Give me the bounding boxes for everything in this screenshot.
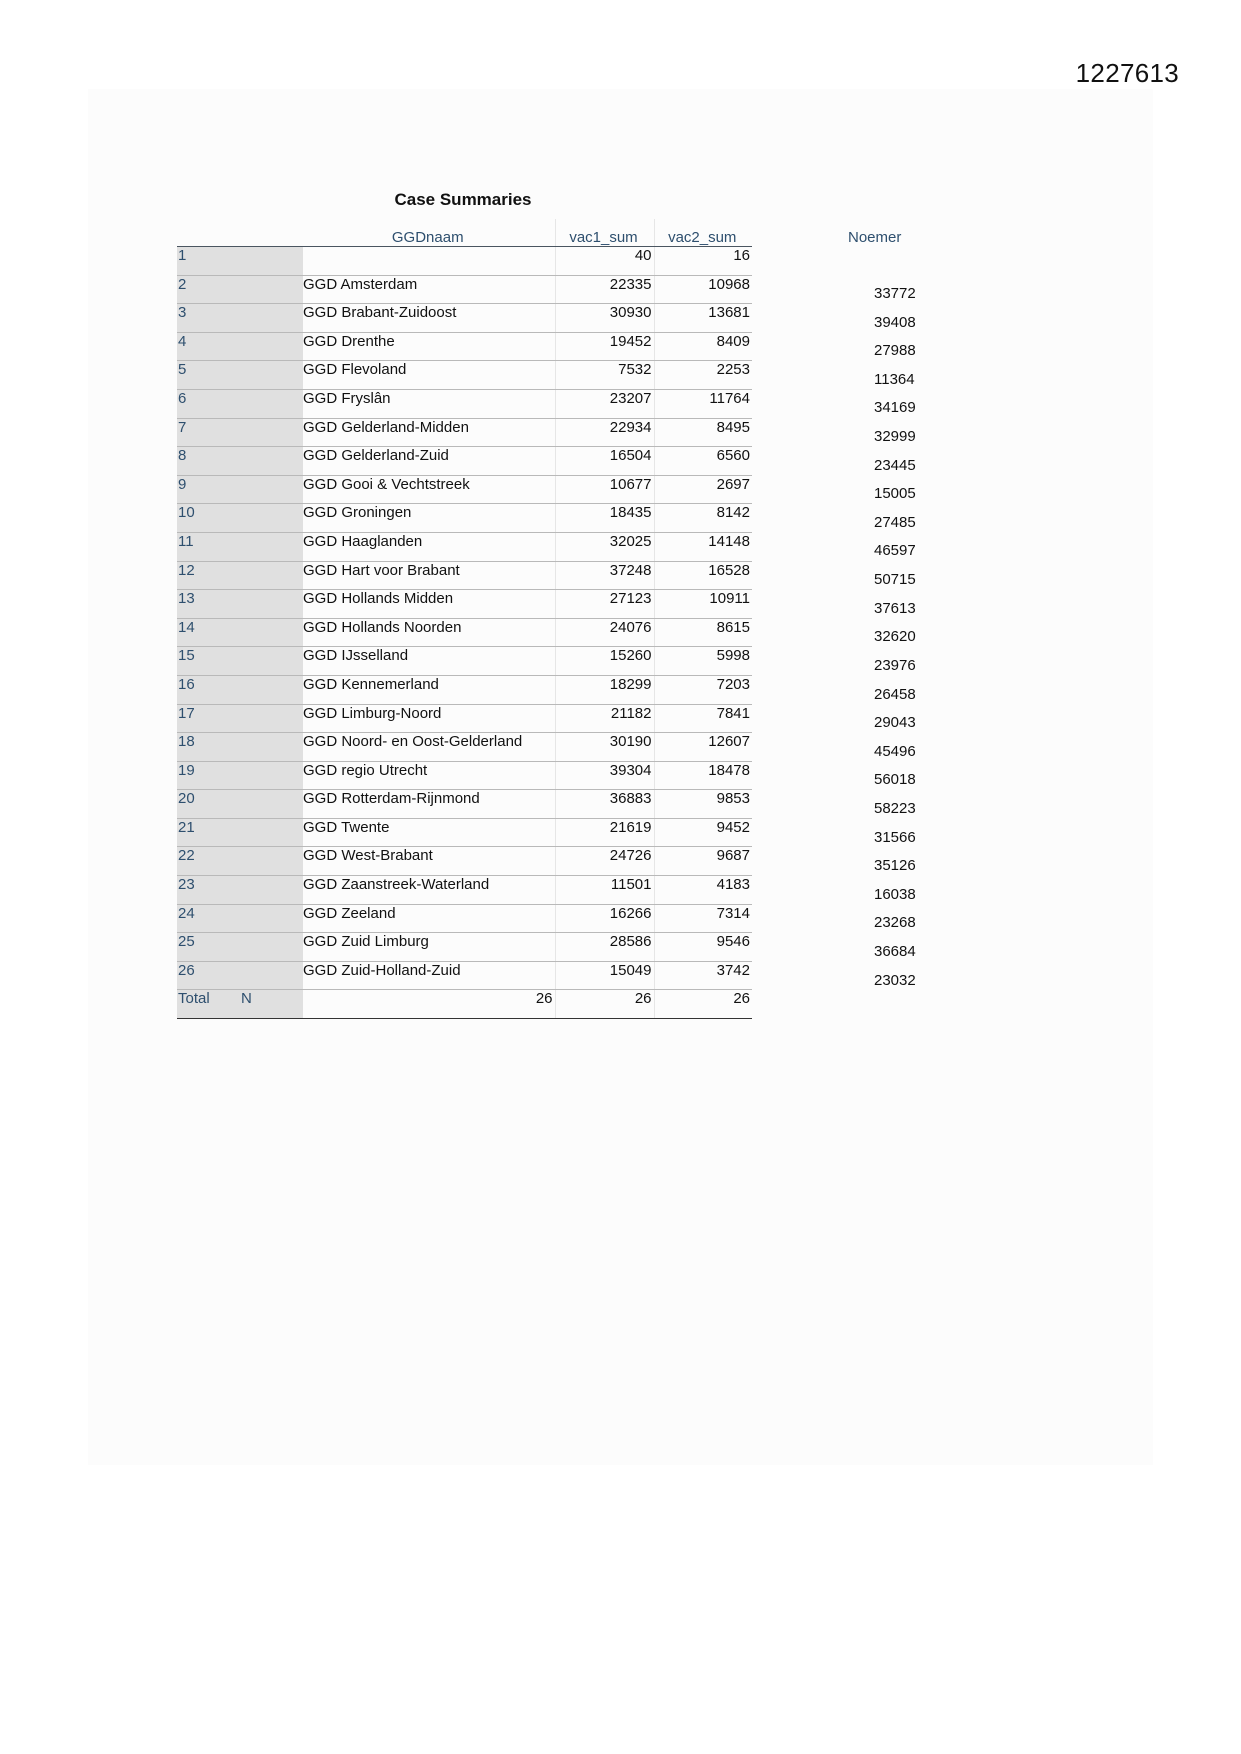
vac2-sum-cell: 4183 [654, 876, 752, 905]
total-label-cell [177, 990, 303, 1019]
row-label: 2 [177, 275, 303, 304]
row-label: 13 [177, 590, 303, 619]
row-label: 16 [177, 675, 303, 704]
total-row [177, 990, 752, 1019]
vac1-sum-cell: 21619 [555, 818, 654, 847]
row-label: 7 [177, 418, 303, 447]
table-row [177, 504, 752, 533]
row-label: 6 [177, 389, 303, 418]
row-label: 8 [177, 447, 303, 476]
vac1-sum-cell: 15260 [555, 647, 654, 676]
vac1-sum-cell: 36883 [555, 790, 654, 819]
row-label: 1 [177, 247, 303, 276]
ggd-name-cell [303, 247, 555, 276]
vac1-sum-cell: 24076 [555, 618, 654, 647]
vac1-sum-cell: 10677 [555, 475, 654, 504]
vac2-sum-cell: 14148 [654, 532, 752, 561]
vac1-sum-cell: 24726 [555, 847, 654, 876]
vac1-sum-cell: 32025 [555, 532, 654, 561]
noemer-value: 27988 [874, 342, 916, 360]
vac2-sum-cell: 8495 [654, 418, 752, 447]
ggd-name-cell: GGD Haaglanden [303, 532, 555, 561]
table-row [177, 618, 752, 647]
vac2-sum-cell: 8615 [654, 618, 752, 647]
table-row [177, 247, 752, 276]
vac1-sum-cell: 11501 [555, 876, 654, 905]
table-row [177, 418, 752, 447]
table-row [177, 933, 752, 962]
row-label: 18 [177, 733, 303, 762]
total-vac1-count: 26 [555, 990, 654, 1019]
table-row [177, 675, 752, 704]
vac1-sum-cell: 21182 [555, 704, 654, 733]
vac2-sum-cell: 9687 [654, 847, 752, 876]
noemer-value: 39408 [874, 313, 916, 331]
ggd-name-cell: GGD Noord- en Oost-Gelderland [303, 733, 555, 762]
vac1-sum-cell: 22335 [555, 275, 654, 304]
vac2-sum-cell: 10911 [654, 590, 752, 619]
vac2-sum-cell: 13681 [654, 304, 752, 333]
vac1-sum-cell: 37248 [555, 561, 654, 590]
ggd-name-cell: GGD Hollands Midden [303, 590, 555, 619]
row-label: 17 [177, 704, 303, 733]
vac2-sum-cell: 7841 [654, 704, 752, 733]
ggd-name-cell: GGD Gelderland-Zuid [303, 447, 555, 476]
vac1-sum-cell: 39304 [555, 761, 654, 790]
ggd-name-cell: GGD Twente [303, 818, 555, 847]
row-label: 12 [177, 561, 303, 590]
table-row [177, 361, 752, 390]
noemer-value: 46597 [874, 542, 916, 560]
noemer-value: 23445 [874, 456, 916, 474]
vac1-sum-cell: 16266 [555, 904, 654, 933]
row-label: 23 [177, 876, 303, 905]
ggd-name-cell: GGD Gooi & Vechtstreek [303, 475, 555, 504]
noemer-value: 16038 [874, 885, 916, 903]
vac2-sum-cell: 16 [654, 247, 752, 276]
table-row [177, 818, 752, 847]
ggd-name-cell: GGD West-Brabant [303, 847, 555, 876]
row-label: 10 [177, 504, 303, 533]
table-header-row [177, 219, 752, 247]
total-sublabel: N [241, 990, 252, 1008]
table-row [177, 904, 752, 933]
ggd-name-cell: GGD Hart voor Brabant [303, 561, 555, 590]
document-id: 1227613 [1075, 58, 1179, 88]
ggd-name-cell: GGD Gelderland-Midden [303, 418, 555, 447]
noemer-value: 56018 [874, 771, 916, 789]
vac1-sum-cell: 7532 [555, 361, 654, 390]
noemer-value: 23032 [874, 971, 916, 989]
noemer-value: 26458 [874, 685, 916, 703]
noemer-value: 33772 [874, 285, 916, 302]
vac2-sum-cell: 3742 [654, 961, 752, 990]
table-row [177, 704, 752, 733]
total-vac2-count: 26 [654, 990, 752, 1019]
vac2-sum-cell: 6560 [654, 447, 752, 476]
vac2-sum-cell: 9853 [654, 790, 752, 819]
vac1-sum-cell: 40 [555, 247, 654, 276]
ggd-name-cell: GGD Zeeland [303, 904, 555, 933]
noemer-value: 34169 [874, 399, 916, 417]
row-label: 22 [177, 847, 303, 876]
vac2-sum-cell: 10968 [654, 275, 752, 304]
row-label: 21 [177, 818, 303, 847]
ggd-name-cell: GGD Fryslân [303, 389, 555, 418]
vac1-sum-cell: 16504 [555, 447, 654, 476]
vac2-sum-cell: 5998 [654, 647, 752, 676]
vac2-sum-cell: 11764 [654, 389, 752, 418]
row-label: 3 [177, 304, 303, 333]
table-row [177, 532, 752, 561]
vac2-sum-cell: 2253 [654, 361, 752, 390]
ggd-name-cell: GGD IJsselland [303, 647, 555, 676]
table-row [177, 733, 752, 762]
vac2-sum-cell: 16528 [654, 561, 752, 590]
noemer-value: 37613 [874, 599, 916, 617]
row-label: 5 [177, 361, 303, 390]
case-summaries-table [177, 219, 752, 1019]
noemer-value: 32620 [874, 628, 916, 646]
header-vac1-sum: vac1_sum [555, 219, 654, 247]
vac2-sum-cell: 18478 [654, 761, 752, 790]
vac1-sum-cell: 15049 [555, 961, 654, 990]
noemer-value: 23268 [874, 914, 916, 932]
noemer-value: 15005 [874, 485, 916, 503]
table-row [177, 647, 752, 676]
ggd-name-cell: GGD Groningen [303, 504, 555, 533]
ggd-name-cell: GGD Brabant-Zuidoost [303, 304, 555, 333]
noemer-value: 35126 [874, 857, 916, 875]
row-label: 9 [177, 475, 303, 504]
noemer-header: Noemer [848, 229, 902, 246]
row-label: 11 [177, 532, 303, 561]
vac2-sum-cell: 7203 [654, 675, 752, 704]
table-row [177, 561, 752, 590]
table-body [177, 247, 752, 990]
noemer-value: 36684 [874, 943, 916, 961]
vac1-sum-cell: 27123 [555, 590, 654, 619]
ggd-name-cell: GGD Hollands Noorden [303, 618, 555, 647]
noemer-value: 50715 [874, 571, 916, 589]
vac2-sum-cell: 8409 [654, 332, 752, 361]
vac1-sum-cell: 30930 [555, 304, 654, 333]
total-name-count: 26 [303, 990, 555, 1019]
table-row [177, 389, 752, 418]
ggd-name-cell: GGD Zaanstreek-Waterland [303, 876, 555, 905]
table-row [177, 590, 752, 619]
row-label: 15 [177, 647, 303, 676]
table-row [177, 275, 752, 304]
noemer-value: 29043 [874, 714, 916, 732]
noemer-value: 31566 [874, 828, 916, 846]
ggd-name-cell: GGD regio Utrecht [303, 761, 555, 790]
row-label: 20 [177, 790, 303, 819]
table-row [177, 332, 752, 361]
vac1-sum-cell: 22934 [555, 418, 654, 447]
vac1-sum-cell: 30190 [555, 733, 654, 762]
table-row [177, 304, 752, 333]
noemer-value: 27485 [874, 513, 916, 531]
vac2-sum-cell: 2697 [654, 475, 752, 504]
row-label: 25 [177, 933, 303, 962]
ggd-name-cell: GGD Zuid Limburg [303, 933, 555, 962]
noemer-value: 23976 [874, 656, 916, 674]
ggd-name-cell: GGD Drenthe [303, 332, 555, 361]
vac1-sum-cell: 18299 [555, 675, 654, 704]
table-row [177, 876, 752, 905]
ggd-name-cell: GGD Kennemerland [303, 675, 555, 704]
table-row [177, 790, 752, 819]
vac1-sum-cell: 19452 [555, 332, 654, 361]
ggd-name-cell: GGD Zuid-Holland-Zuid [303, 961, 555, 990]
ggd-name-cell: GGD Amsterdam [303, 275, 555, 304]
ggd-name-cell: GGD Rotterdam-Rijnmond [303, 790, 555, 819]
table-row [177, 447, 752, 476]
vac2-sum-cell: 9452 [654, 818, 752, 847]
row-label: 24 [177, 904, 303, 933]
row-label: 26 [177, 961, 303, 990]
ggd-name-cell: GGD Flevoland [303, 361, 555, 390]
noemer-list [874, 285, 916, 1000]
vac2-sum-cell: 9546 [654, 933, 752, 962]
noemer-value: 58223 [874, 799, 916, 817]
ggd-name-cell: GGD Limburg-Noord [303, 704, 555, 733]
table-row [177, 475, 752, 504]
table-row [177, 761, 752, 790]
table-row [177, 847, 752, 876]
vac2-sum-cell: 7314 [654, 904, 752, 933]
noemer-value: 32999 [874, 428, 916, 446]
row-label: 4 [177, 332, 303, 361]
vac1-sum-cell: 28586 [555, 933, 654, 962]
noemer-value: 45496 [874, 742, 916, 760]
header-vac2-sum: vac2_sum [654, 219, 752, 247]
table-row [177, 961, 752, 990]
vac2-sum-cell: 12607 [654, 733, 752, 762]
total-label: Total [178, 990, 210, 1008]
row-label: 14 [177, 618, 303, 647]
header-label [177, 219, 303, 247]
header-ggdnaam: GGDnaam [303, 219, 555, 247]
vac1-sum-cell: 18435 [555, 504, 654, 533]
row-label: 19 [177, 761, 303, 790]
vac2-sum-cell: 8142 [654, 504, 752, 533]
noemer-value: 11364 [874, 370, 915, 388]
vac1-sum-cell: 23207 [555, 389, 654, 418]
table-title: Case Summaries [394, 190, 532, 209]
